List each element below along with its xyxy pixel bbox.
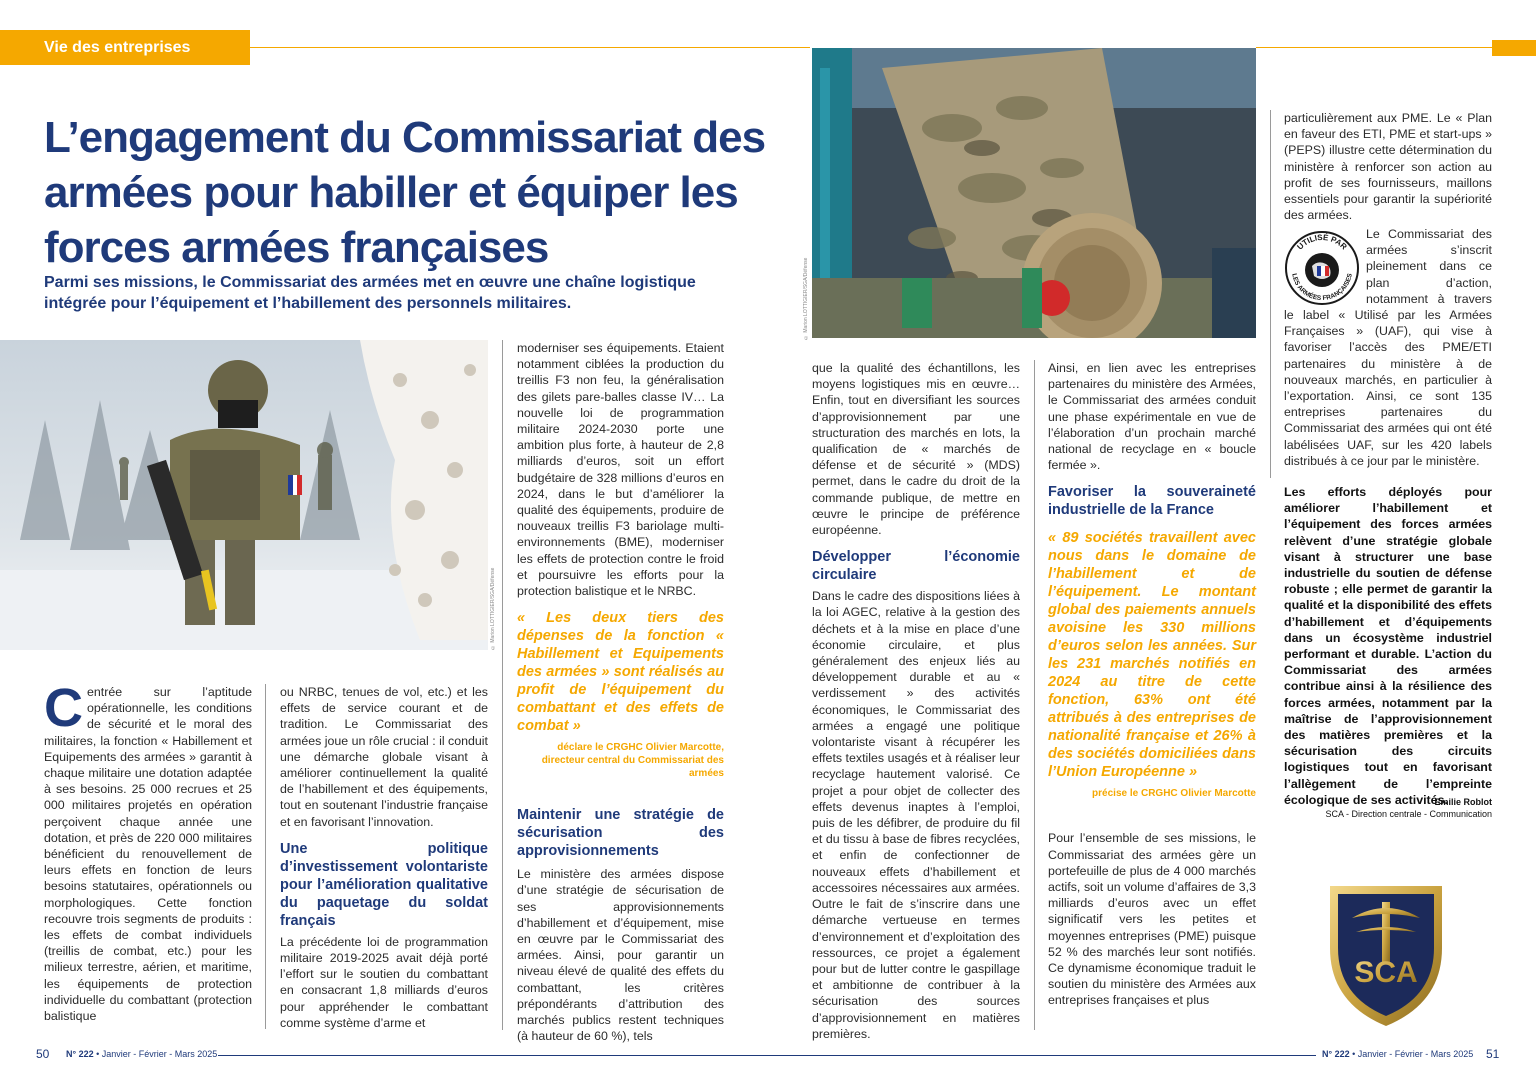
col4-paragraph-1: que la qualité des échantillons, les moyens logistiques mis en œuvre… Enfin, tout en diversifiant les sources d’approvisionnement par une structuration des marchés en lots, la qualification de « marchés de défense et de sécurité » (MDS) permet, dans le cadre du droit de la commande publique, de mettre en œuvre le principe de préférence européenne. (812, 361, 1020, 538)
rubric-label: Vie des entreprises (0, 30, 250, 65)
col3-quote-source-1: déclare le CRGHC Olivier Marcotte, (557, 742, 724, 754)
author-role: SCA - Direction centrale - Communication (1325, 809, 1492, 819)
author-name: Emilie Roblot (1434, 797, 1492, 807)
column-1 (44, 678, 252, 1024)
article-lead: Parmi ses missions, le Commissariat des armées met en œuvre une chaîne logistique intégrée pour l’équipement et l’habillement des personnels militaires. (44, 274, 696, 312)
page-number-right: 51 (1486, 1047, 1500, 1061)
issue-number-left: N° 222 (66, 1049, 94, 1059)
column-6 (1284, 110, 1492, 223)
rubric-rule (250, 47, 810, 48)
col2-heading: Une politique d’investissement volontariste pour l’amélioration qualitative du paquetage du soldat français (280, 840, 488, 929)
column-4 (812, 360, 1020, 1042)
footer-rule-left (218, 1055, 768, 1056)
sca-crest-logo (1322, 878, 1450, 1030)
col6-paragraph-2: Le Commissariat des armées s’inscrit pleinement dans ce plan d’action, notamment à travers le label « Utilisé par les Armées Françaises » (UAF), qui vise à favoriser l’accès des PME/ETI partenaires du ministère à de nouveaux marchés, en particulier à l’exportation. Ainsi, ce sont 135 entreprises partenaires du Commissariat des armées qui ont été labélisées UAF, sur les 420 labels distribués à ce jour par le ministère. (1284, 227, 1492, 468)
badge-top-text: UTILISÉ PAR (1295, 232, 1349, 252)
fabric-roll-photo (812, 48, 1256, 338)
col1-paragraph: entrée sur l’aptitude opérationnelle, les conditions de sécurité et le moral des militaires, la fonction « Habillement et Equipements des armées » garantit à chaque militaire une dotation adaptée à ses besoins. 25 000 recrues et 25 000 militaires projetés en opération perçoivent chaque année une dotation, et près de 220 000 militaires bénéficient du renouvellement de leurs effets en fonction de leurs besoins statutaires, opérationnels ou morphologiques. Cette fonction recouvre trois segments de produits : les effets de combat individuels (treillis de combat, etc.) pour les milieux terrestre, aérien, et maritime, les équipements de protection individuelle du combattant (protection balistique (44, 685, 252, 1024)
rubric-rule-right (1256, 47, 1492, 48)
col6-paragraph-1: particulièrement aux PME. Le « Plan en faveur des ETI, PME et start-ups » (PEPS) illustre cette détermination du ministère à renforcer son action au profit de ses fournisseurs, maillons essentiels pour garantir la supériorité des armées. (1284, 111, 1492, 223)
col5-heading: Favoriser la souveraineté industrielle de la France (1048, 484, 1256, 519)
col4-paragraph-2: Dans le cadre des dispositions liées à la loi AGEC, relative à la gestion des déchets et à la mise en place d’une économie circulaire, et plus généralement des enjeux liés au développement durable et au « verdissement » des activités économiques, le Commissariat des armées a engagé une politique volontariste visant à récupérer les effets textiles usagés et à réaliser leur recyclage hautement valorisé. Ce projet a pour objet de collecter des effets devenus inaptes à l’emploi, puis de les défibrer, de produire du fil et du tissu à base de fibres recyclées, et enfin de confectionner de nouveaux effets d’habillement et accessoires nécessaires aux armées. Outre le fait de s’inscrire dans une démarche vertueuse en termes d’environnement et d’exploitation des ressources, ce projet a également pour but de lutter contre le gaspillage et ambitionne de contribuer à la sécurisation des sources d’approvisionnement en matières premières. (812, 589, 1020, 1041)
column-3 (517, 340, 724, 1044)
soldier-photo (0, 340, 488, 650)
col5-quote-source: précise le CRGHC Olivier Marcotte (1092, 788, 1256, 800)
badge-float-spacer (1284, 226, 1366, 306)
col3-paragraph-1: moderniser ses équipements. Etaient notamment ciblées la production du treillis F3 non feu, la généralisation des gilets pare-balles classe IV… La nouvelle loi de programmation militaire 2024-2030 porte une ambition plus forte, à hauteur de 2,8 milliards d’euros, soit un effort budgétaire de 328 millions d’euros en 2024, dans le but d’améliorer la qualité des équipements, produire de nouveaux treillis F3 bariolage multi-environnements (BME), moderniser les effets de protection contre le froid et poursuivre les efforts pour la protection balistique et le NRBC. (517, 341, 724, 599)
drop-cap: C (44, 678, 83, 738)
column-divider (265, 684, 266, 1029)
col3-quote-source-2: directeur central du Commissariat des armées (541, 755, 724, 780)
issue-date-right: • Janvier - Février - Mars 2025 (1349, 1049, 1474, 1059)
col3-heading: Maintenir une stratégie de sécurisation des approvisionnements (517, 807, 724, 860)
crest-text: SCA (1354, 956, 1418, 989)
column-6-continued (1284, 226, 1492, 469)
column-2 (280, 684, 488, 1031)
badge-bottom-text: LES ARMÉES FRANÇAISES (1290, 272, 1354, 303)
col5-paragraph-2: Pour l’ensemble de ses missions, le Commissariat des armées gère un portefeuille de plus de 4 000 marchés actifs, soit un volume d’affaires de 3,3 milliards d’euros avec un effet significatif vers les petites et moyennes entreprises (PME) puisque 52 % des marchés leur sont notifiés. Ce dynamisme économique traduit le soutien du ministère des Armées aux entreprises françaises et plus (1048, 831, 1256, 1008)
col3-paragraph-2: Le ministère des armées dispose d’une stratégie de sécurisation de ses approvisionnements d’habillement et d’équipement, mise en œuvre par le Commissariat des armées. Ainsi, pour garantir un niveau élevé de qualité des effets du combattant, les critères prépondérants d’attribution des marchés publics restent techniques (à hauteur de 60 %), tels (517, 867, 724, 1044)
col4-heading: Développer l’économie circulaire (812, 549, 1020, 584)
column-divider (1270, 110, 1271, 478)
column-5 (1048, 360, 1256, 1009)
issue-date-left: • Janvier - Février - Mars 2025 (93, 1049, 218, 1059)
column-divider (1034, 360, 1035, 1030)
col5-paragraph-1: Ainsi, en lien avec les entreprises partenaires du ministère des Armées, le Commissariat des armées conduit une phase expérimentale en vue de l’élaboration d’un prochain marché national de recyclage en « boucle fermée ». (1048, 361, 1256, 473)
col5-pull-quote: « 89 sociétés travaillent avec nous dans le domaine de l’habillement et de l’équipement. Le montant global des paiements annuels avoisine les 330 millions d’euros selon les années. Sur les 231 marchés notifiés en 2024 au titre de cette fonction, 63% ont été attribués à des entreprises de nationalité française et 26% à des sociétés domiciliées dans l’Union Européenne » (1048, 530, 1256, 781)
fabric-photo-credit: © Marion LOTTIGIER/SGA/Défense (803, 257, 809, 340)
issue-left (66, 1049, 217, 1059)
conclusion-text: Les efforts déployés pour améliorer l’habillement et l’équipement des forces armées relèvent d’une stratégie globale visant à structurer une base industrielle du soutien de défense robuste ; elle permet de garantir la qualité et la disponibilité des effets d’habillement et d’équipements dans un écosystème industriel performant et durable. L’action du Commissariat des armées contribue ainsi à la résilience des forces armées, notamment par la maîtrise de l’approvisionnement des matières premières et la sécurisation des circuits logistiques tout en favorisant l’allègement de l’empreinte écologique de ses activités. (1284, 485, 1492, 807)
page-number-left: 50 (36, 1047, 50, 1061)
col3-pull-quote: « Les deux tiers des dépenses de la fonction « Habillement et Equipements des armées » sont réalisés au profit de l’équipement du combattant et des effets de combat » (517, 610, 724, 735)
col2-paragraph-2: La précédente loi de programmation militaire 2019-2025 avait déjà porté l’effort sur le soutien du combattant en consacrant 1,8 milliards d’euros pour appréhender le combattant comme système d’arme et (280, 934, 488, 1030)
issue-number-right: N° 222 (1322, 1049, 1350, 1059)
col2-paragraph-1: ou NRBC, tenues de vol, etc.) et les effets de service courant et de tradition. Le Commissariat des armées joue un rôle crucial : il conduit une démarche globale visant à améliorer continuellement la qualité de l’habillement et des équipements, tout en soutenant l’industrie française et en favorisant l’innovation. (280, 685, 488, 829)
rubric-tab-right (1492, 40, 1536, 56)
issue-right (1322, 1049, 1473, 1059)
column-divider (502, 340, 503, 1030)
footer-rule-right (768, 1055, 1316, 1056)
article-title: L’engagement du Commissariat des armées pour habiller et équiper les forces armées françaises (44, 113, 766, 272)
soldier-photo-credit: © Marion LOTTIGIER/SGA/Défense (490, 567, 496, 650)
